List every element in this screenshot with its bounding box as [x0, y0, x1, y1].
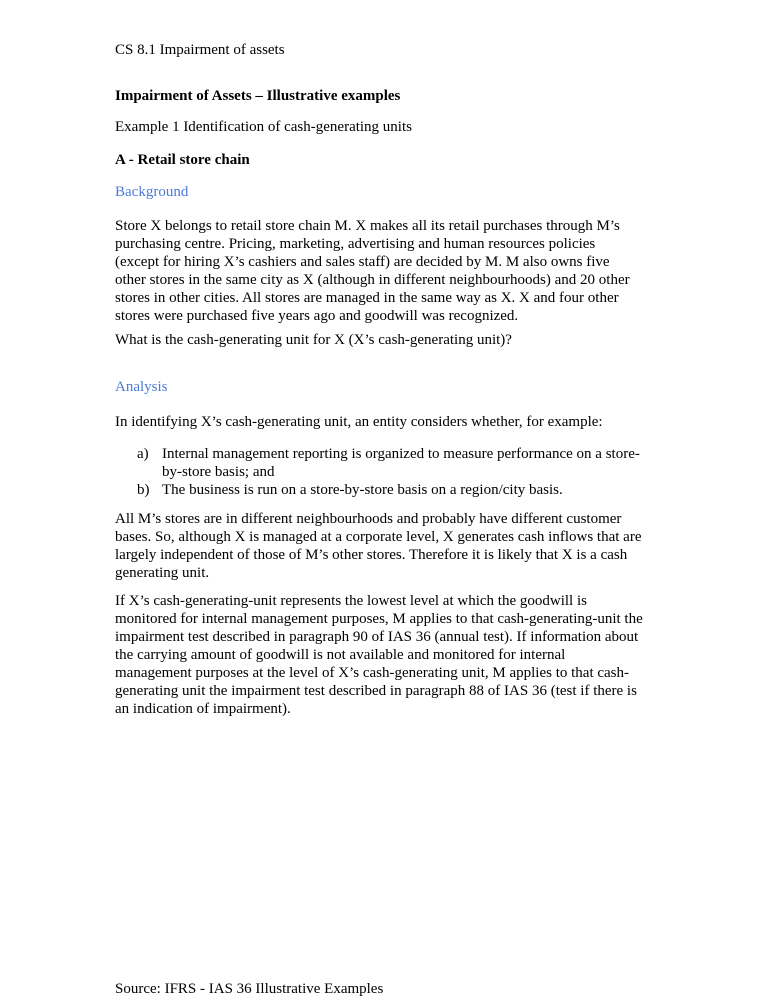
goodwill-paragraph: If X’s cash-generating-unit represents the lowest level at which the goodwill is monitored for internal management purposes, M applies to that cash-generating-unit the impairment test described in paragraph 90 of IAS 36 (annual test). If information about the carrying amount of goodwill is not available and monitored for internal management purposes at the level of X’s cash-generating unit, M applies to that cash-generating unit the impairment test described in paragraph 88 of IAS 36 (test if there is an indication of impairment). [115, 593, 643, 717]
background-heading: Background [115, 184, 189, 200]
list-item [137, 481, 645, 499]
criteria-list [137, 445, 645, 499]
running-header: CS 8.1 Impairment of assets [115, 42, 285, 58]
background-paragraph: Store X belongs to retail store chain M. X makes all its retail purchases through M’s purchasing centre. Pricing, marketing, advertising and human resources policies (except for hiring X’s cashiers and sales staff) are decided by M. M also owns five other stores in the same city as X (although in different neighbourhoods) and 20 other stores in other cities. All stores are managed in the same way as X. X and four other stores were purchased five years ago and goodwill was recognized. [115, 218, 630, 324]
source-footer: Source: IFRS - IAS 36 Illustrative Examples [115, 981, 384, 997]
document-page [115, 0, 655, 997]
stores-paragraph: All M’s stores are in different neighbourhoods and probably have different customer bases. So, although X is managed at a corporate level, X generates cash inflows that are largely independent of those of M’s other stores. Therefore it is likely that X is a cash generating unit. [115, 511, 642, 581]
list-marker: b) [137, 482, 150, 498]
document-title: Impairment of Assets – Illustrative examples [115, 88, 401, 104]
list-item-text: The business is run on a store-by-store basis on a region/city basis. [162, 482, 563, 498]
analysis-intro: In identifying X’s cash-generating unit, an entity considers whether, for example: [115, 414, 603, 430]
example-title: Example 1 Identification of cash-generating units [115, 119, 412, 135]
list-marker: a) [137, 446, 149, 462]
question-paragraph: What is the cash-generating unit for X (X’s cash-generating unit)? [115, 332, 512, 348]
section-title: A - Retail store chain [115, 152, 250, 168]
list-item [137, 445, 645, 481]
list-item-text: Internal management reporting is organized to measure performance on a store-by-store basis; and [162, 446, 640, 480]
analysis-heading: Analysis [115, 379, 168, 395]
